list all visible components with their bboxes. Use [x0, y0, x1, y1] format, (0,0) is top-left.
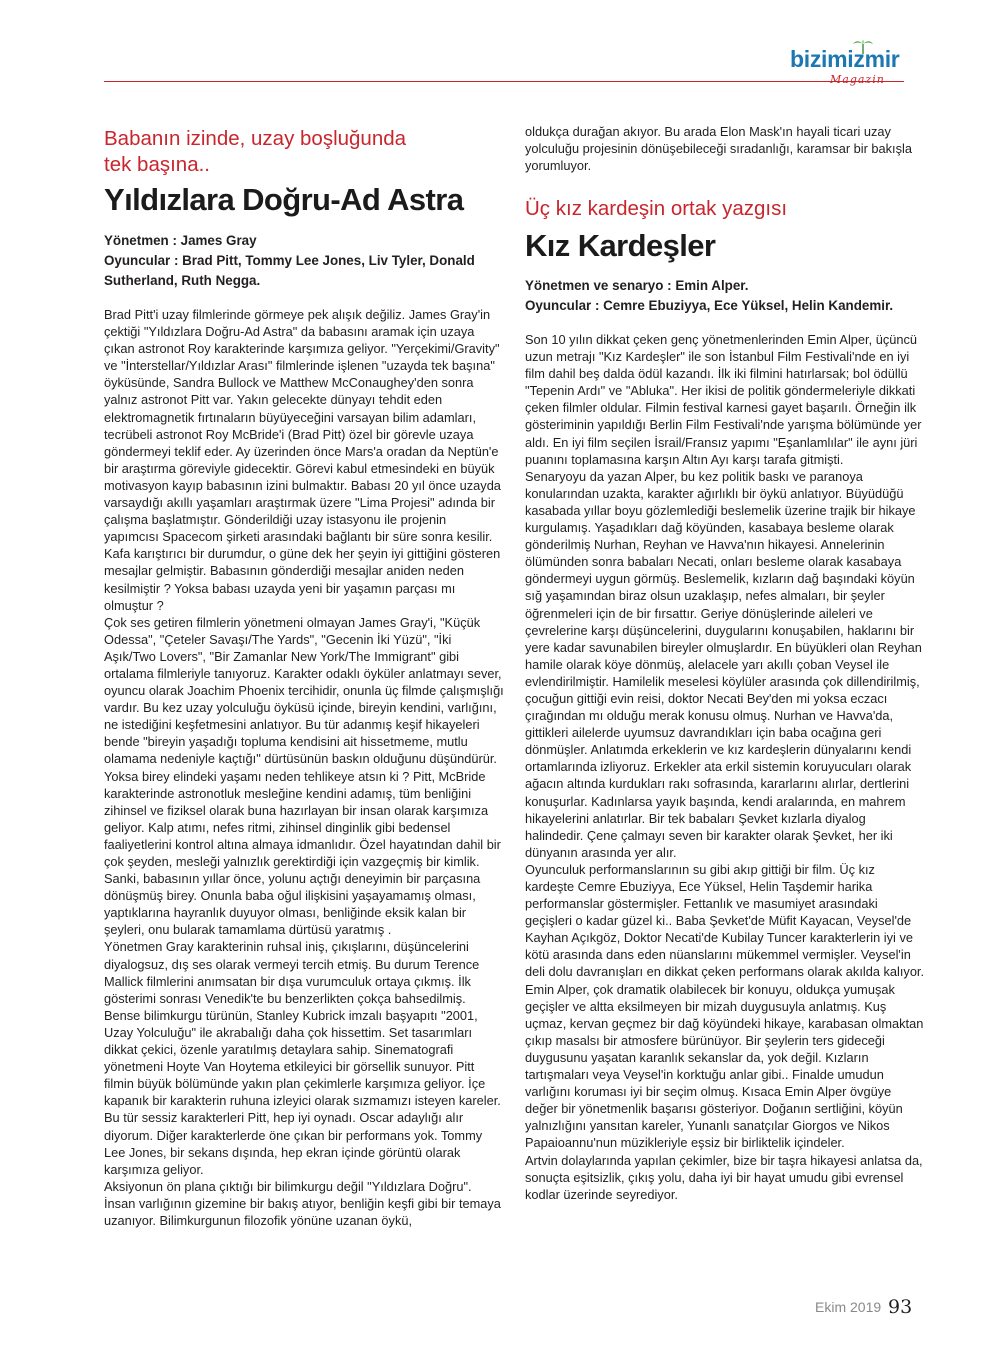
- article1-body: [104, 306, 504, 1229]
- article1-kicker-line2: tek başına..: [104, 153, 210, 176]
- palm-tree-icon: [852, 40, 874, 54]
- article1-continued: [525, 123, 925, 174]
- article1-kicker-line1: Babanın izinde, uzay boşluğunda: [104, 127, 407, 150]
- article1-paragraph: Yönetmen Gray karakterinin ruhsal iniş, çıkışlarını, düşüncelerini diyalogsuz, dış ses olarak vermeyi tercih etmiş. Bu durum Terence Mallick filmlerini anımsatan bir dışa vurumculuk ortaya çıkmış. İlk gösterimi sonrası Venedik'te bu benzerlikten çokça bahsedilmiş. Bense bilimkurgu türünün, Stanley Kubrick imzalı başyapıtı "2001, Uzay Yolculuğu" ile akrabalığı daha çok hissettim. Set tasarımları dikkat çekici, özenle yaratılmış detaylara sahip. Sinematografi yönetmeni Hoyte Van Hoytema etkileyici bir görsellik sunuyor. Pitt filmin büyük bölümünde yakın plan çekimlerle karşımıza geliyor. İçe kapanık bir karakterin ruhuna izleyici olarak sızmamızı isteyen kareler. Bu tür sessiz karakterleri Pitt, hep iyi oynadı. Oscar adaylığı alır diyorum. Diğer karakterlerde öne çıkan bir performans yok. Tommy Lee Jones, bir sekans dışında, hep ekran içinde görüntü olarak karşımıza geliyor.: [104, 939, 501, 1177]
- article1-paragraph: Brad Pitt'i uzay filmlerinde görmeye pek alışık değiliz. James Gray'in çektiği "Yıldızlara Doğru-Ad Astra" da babasını aramak için uzaya çıkan astronot Roy karakterinde karşımıza geliyor. "Yerçekimi/Gravity" ve "İnterstellar/Yıldızlar Arası" filmlerinde işlenen "uzayda tek başına" öyküsünde, Sandra Bullock ve Matthew McConaughey'den sonra yalnız astronot Pitt var. Yakın gelecekte dünyayı tehdit eden elektromagnetik fırtınaların büyüyeceğini varsayan bilim adamları, tecrübeli astronot Roy McBride'i (Brad Pitt) özel bir görevle uzaya göndermeyi teklif eder. Ay üzerinden önce Mars'a oradan da Neptün'e bir araştırma göreviyle gidecektir. Görevi kabul etmesindeki en büyük motivasyon kayıp babasının izini bulmaktır. Babası 20 yıl önce uzayda varsaydığı akıllı yaşamları araştırmak üzere "Lima Projesi" adında bir çalışma başlatmıştır. Gönderildiği uzay istasyonu ile projenin yapımcısı Spacecom şirketi arasındaki bağlantı bir süre sonra kesilir. Kafa karıştırıcı bir durumdur, o güne dek her şeyin iyi gittiğini gösteren mesajlar gelmiştir. Babasının gönderdiği mesajlar aniden neden kesilmiştir ? Yoksa babası uzayda yeni bir yaşamın parçası mı olmuştur ?: [104, 307, 501, 613]
- header-rule: [104, 81, 904, 82]
- article1-credits: [104, 231, 504, 291]
- article1-paragraph: Aksiyonun ön plana çıktığı bir bilimkurgu değil "Yıldızlara Doğru". İnsan varlığının gizemine bir bakış atıyor, benliğin keşfi gibi bir temaya uzanıyor. Bilimkurgunun filozofik yönüne uzanan öykü,: [104, 1178, 501, 1228]
- article2-paragraph: Artvin dolaylarında yapılan çekimler, bize bir taşra hikayesi anlatsa da, sonuçta eşitsizlik, çıkış yolu, daha iyi bir hayat umudu gibi evrensel kodlar üzerinde seyrediyor.: [525, 1152, 923, 1202]
- article2-director: Yönetmen ve senaryo : Emin Alper.: [525, 278, 749, 293]
- issue-date: Ekim 2019: [815, 1299, 882, 1315]
- article1-director: Yönetmen : James Gray: [104, 233, 257, 248]
- article2-paragraph: Oyunculuk performanslarının su gibi akıp gittiği bir film. Üç kız kardeşte Cemre Ebuziyya, Ece Yüksel, Helin Taşdemir harika performanslar göstermişler. Fettanlık ve masumiyet arasındaki geçişleri o kadar güzel ki.. Baba Şevket'de Müfit Kayacan, Veysel'de Kayhan Açıkgöz, Doktor Necati'de Kubilay Tuncer karakterlerin iyi ve kötü arasında dans eden nüanslarını mükemmel vermişler. Veysel'in deli dolu davranışları en dikkat çeken performans olarak akılda kalıyor.: [525, 861, 925, 980]
- magazine-logo: [790, 46, 925, 96]
- article2-paragraph: Son 10 yılın dikkat çeken genç yönetmenlerinden Emin Alper, üçüncü uzun metrajı "Kız Kardeşler" ile son İstanbul Film Festivali'nde en iyi film dahil beş dalda ödül kazandı. İlk iki filmini hatırlarsak; bol ödüllü "Tepenin Ardı" ve "Abluka". Her ikisi de politik göndermeleriyle dikkati çeken filmler oldular. Filmin festival karnesi gayet başarılı. Örneğin ilk gösteriminin yapıldığı Berlin Film Festivali'nde yarışma bölümünde yer aldı. En iyi film seçilen İsrail/Fransız yapımı "Eşanlamlılar" ile aynı jüri puanını toplamasına karşın Altın Ayı karşı tarafa gitmişti.: [525, 332, 922, 467]
- article2-body: [525, 331, 925, 1203]
- article1-title: Yıldızlara Doğru-Ad Astra: [104, 182, 464, 217]
- logo-wordmark: bizimizmir: [790, 46, 900, 72]
- article2-credits: [525, 276, 925, 316]
- page-number: 93: [888, 1296, 913, 1318]
- article2-cast: Oyuncular : Cemre Ebuziyya, Ece Yüksel, Helin Kandemir.: [525, 298, 894, 313]
- logo-subtitle: Magazin: [830, 73, 885, 86]
- page-footer: [815, 1296, 912, 1318]
- article2-paragraph: Senaryoyu da yazan Alper, bu kez politik baskı ve paranoya konularından uzakta, karakter ağırlıklı bir öykü anlatıyor. Büyüdüğü kasabada yıllar boyu gözlemlediği beslemelik üzerine trajik bir hikaye kurgulamış. Yaşadıkları dağ köyünden, kasabaya besleme olarak gönderilmiş Nurhan, Reyhan ve Havva'nın hikayesi. Annelerinin ölümünden sonra babaları Necati, onları besleme olarak kasabaya göndermeyi uygun görmüş. Beslemelik, kızların dağ başındaki köyün sığ yaşamından biraz olsun uzaklaşıp, nefes almaları, bir şeyler öğrenmeleri için de bir fırsattır. Geriye dönüşlerinde aileleri ve çevrelerine karşı düşüncelerini, duygularını konuşabilen, haklarını bir yere kadar savunabilen bireyler olmuşlardır. En büyükleri olan Reyhan hamile olarak köye dönmüş, alelacele yarı akıllı çoban Veysel ile evlendirilmiştir. Hamilelik meselesi köylüler arasında çok dillendirilmiş, çocuğun gittiği evin reisi, doktor Necati Bey'den mi yoksa eczacı çırağından mı olduğu merak konusu olmuş. Nurhan ve Havva'da, gittikleri ailelerde uyumsuz davrandıkları için baba ocağına geri dönmüşler. Anlatımda erkeklerin ve kız kardeşlerin dünyalarını kendi ortamlarında izliyoruz. Erkekler ata erkil sistemin koruyucuları olarak ağacın altında kurdukları rakı sofrasında, kararlarını alırlar, dertlerini konuşurlar. Kadınlarsa yayık başında, kendi aralarında, en mahrem hikayelerini anlatırlar. Bir tek babaları Şevket kızlarla diyalog halindedir. Çene çalmayı seven bir karakter olarak Şevket, her iki dünyanın arasında yer alır.: [525, 468, 922, 860]
- article1-cast: Oyuncular : Brad Pitt, Tommy Lee Jones, Liv Tyler, Donald Sutherland, Ruth Negga.: [104, 253, 475, 288]
- article2-paragraph: Emin Alper, çok dramatik olabilecek bir konuyu, oldukça yumuşak geçişler ve altta eksilmeyen bir mizah duygusuyla anlatmış. Kuş uçmaz, kervan geçmez bir dağ köyündeki hikaye, karabasan olmaktan çıkıp masalsı bir atmosfere bürünüyor. Bir şeylerin ters gideceği duygusunu yaşatan karanlık sekanslar da, yok değil. Kızların tartışmaları veya Veysel'in korktuğu anlar gibi.. Finalde umudun varlığını koruması iyi bir seçim olmuş. Kısaca Emin Alper övgüye değer bir yönetmenlik başarısı gösteriyor. Doğanın sertliğini, köyün yalnızlığını yansıtan kareler, Yunanlı sanatçılar Giorgos ve Nikos Papaioannu'nun müzikleriyle eşsiz bir birliktelik içindeler.: [525, 981, 924, 1151]
- article2-title: Kız Kardeşler: [525, 228, 716, 263]
- article1-kicker: [104, 126, 504, 178]
- article1-paragraph: Çok ses getiren filmlerin yönetmeni olmayan James Gray'i, "Küçük Odessa", "Çeteler Savaşı/The Yards", "Gecenin İki Yüzü", "İki Aşık/Two Lovers", "Bir Zamanlar New York/The Immigrant" gibi ortalama filmleriyle tanıyoruz. Karakter odaklı öyküler anlatmayı sever, oyuncu olarak Joachim Phoenix tercihidir, onunla üç filmde çalışmışlığı vardır. Bu kez uzay yolculuğu öyküsü içinde, bireyin kendini, varlığını, ne istediğini keşfetmesini anlatıyor. Bu tür adanmış keşif hikayeleri bende "bireyin yaşadığı topluma kendisini ait hissetmeme, mutlu olamama nedeniyle kaçtığı" dürtüsünün baskın olduğunu düşündürür. Yoksa birey elindeki yaşamı neden tehlikeye atsın ki ? Pitt, McBride karakterinde astronotluk mesleğine kendini adamış, tüm benliğini zihinsel ve fiziksel olarak buna hazırlayan bir insan olarak karşımıza geliyor. Kalp atımı, nefes ritmi, zihinsel dinginlik gibi bedensel faaliyetlerini kontrol altına almaya idmanlıdır. Özel hayatından dahil bir çok şeyden, mesleği yalnızlık gerektirdiği için vazgeçmiş bir kimlik. Sanki, babasının yıllar önce, yolunu açtığı deneyimin bir parçasına dönüşmüş birey. Onunla baba oğul ilişkisini yaşayamamış olması, yaptıklarına hayranlık duyuyor olması, benliğinde eksik kalan bir şeyleri, onu bularak tamamlama dürtüsü yaratmış .: [104, 614, 504, 938]
- article2-kicker: Üç kız kardeşin ortak yazgısı: [525, 197, 788, 220]
- article1-continued-text: oldukça durağan akıyor. Bu arada Elon Mask'ın hayali ticari uzay yolculuğu projesinin dönüşebileceği sıradanlığı, karamsar bir bakışla yorumluyor.: [525, 124, 912, 174]
